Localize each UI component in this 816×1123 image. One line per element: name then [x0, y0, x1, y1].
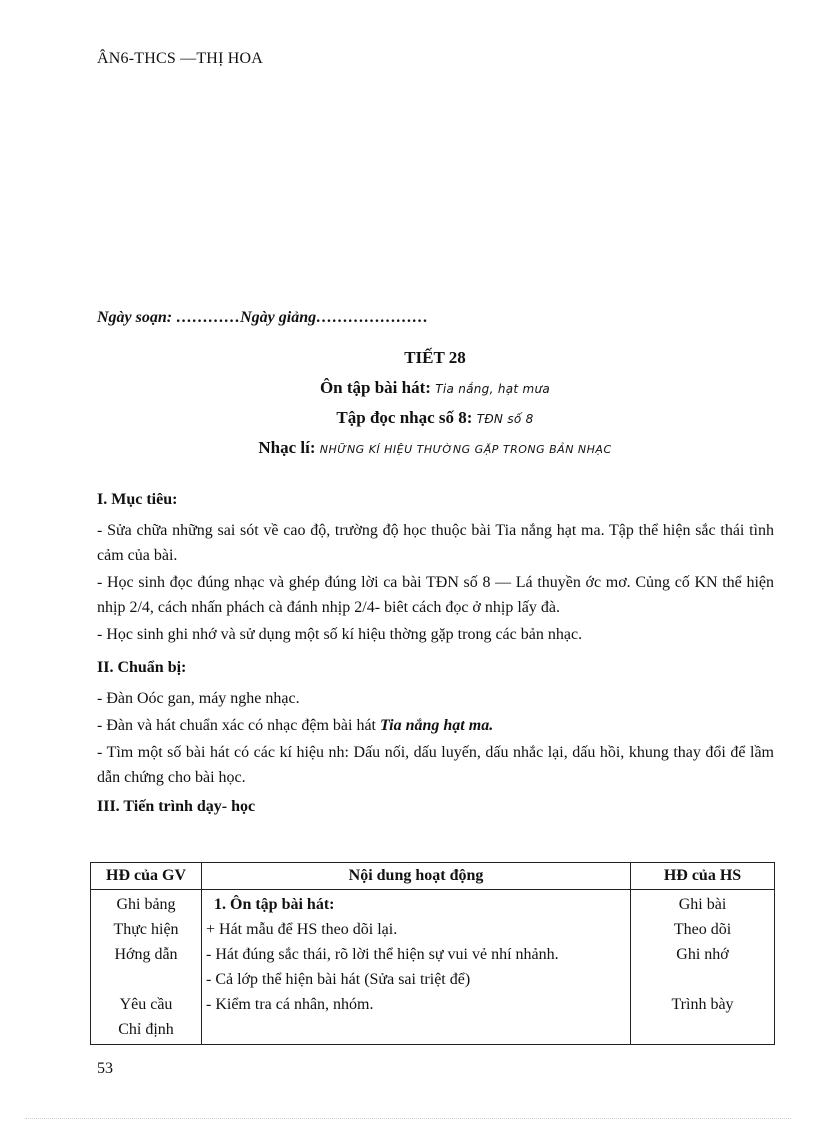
- page-bottom-divider: [25, 1118, 791, 1119]
- theory-line: [90, 433, 780, 463]
- tdn-name: TĐN số 8: [476, 412, 534, 426]
- gv-cell: [91, 890, 202, 1045]
- preparation-song-name: Tia nắng hạt ma.: [379, 717, 494, 734]
- gv-line: Hớng dẫn: [114, 946, 178, 963]
- header-gv: HĐ của GV: [91, 863, 202, 890]
- tdn-label: Tập đọc nhạc số 8:: [336, 408, 477, 427]
- table-header-row: [91, 863, 775, 890]
- objective-item: - Học sinh ghi nhớ và sử dụng một số kí hiệu thờng gặp trong các bản nhạc.: [97, 626, 583, 643]
- gv-line: Yêu cầu: [119, 996, 173, 1013]
- hs-line: Trình bày: [671, 996, 734, 1013]
- content-line: - Kiểm tra cá nhân, nhóm.: [206, 996, 374, 1013]
- gv-line: Thực hiện: [113, 921, 179, 938]
- hs-line: Ghi bài: [678, 896, 727, 913]
- header-hs: HĐ của HS: [631, 863, 775, 890]
- tdn-line: [90, 403, 780, 433]
- gv-line: [95, 967, 197, 992]
- theory-name: NHỮNG KÍ HIỆU THƯỜNG GẶP TRONG BẢN NHẠC: [319, 443, 612, 456]
- header-content: Nội dung hoạt động: [202, 863, 631, 890]
- lesson-content: [97, 491, 774, 825]
- hs-cell: [631, 890, 775, 1045]
- content-heading: 1. Ôn tập bài hát:: [214, 896, 335, 913]
- hs-line: Ghi nhớ: [676, 946, 729, 963]
- process-title: III. Tiến trình dạy- học: [97, 798, 256, 815]
- content-line: + Hát mẫu để HS theo dõi lại.: [206, 921, 398, 938]
- content-cell: [202, 890, 631, 1045]
- content-line: - Hát đúng sắc thái, rõ lời thể hiện sự vui vẻ nhí nhảnh.: [206, 946, 559, 963]
- lesson-dates: Ngày soạn: …………Ngày giảng…………………: [97, 309, 429, 326]
- gv-line: Ghi bảng: [116, 896, 176, 913]
- hs-line: [635, 967, 770, 992]
- preparation-item: - Tìm một số bài hát có các kí hiệu nh: Dấu nối, dấu luyến, dấu nhắc lại, dấu hồi, khung thay đổi để lầm dẫn chứng cho bài học.: [97, 744, 774, 786]
- page-header: ÂN6-THCS —THỊ HOA: [97, 50, 264, 67]
- preparation-item-prefix: - Đàn và hát chuẩn xác có nhạc đệm bài hát: [97, 717, 380, 734]
- preparation-title: II. Chuẩn bị:: [97, 659, 187, 676]
- lesson-titles: [90, 343, 780, 463]
- song-line: [90, 373, 780, 403]
- page-number: 53: [97, 1060, 113, 1077]
- content-line: - Cả lớp thể hiện bài hát (Sửa sai triệt để): [206, 971, 471, 988]
- song-name: Tia nắng, hạt mưa: [435, 382, 551, 396]
- table-row: [91, 890, 775, 1045]
- song-label: Ôn tập bài hát:: [319, 378, 436, 397]
- preparation-item: - Đàn Oóc gan, máy nghe nhạc.: [97, 690, 300, 707]
- objective-item: - Học sinh đọc đúng nhạc và ghép đúng lời ca bài TĐN số 8 — Lá thuyền ớc mơ. Củng cố KN thể hiện nhịp 2/4, cách nhấn phách cà đánh nhịp 2/4- biêt cách đọc ở nhịp lấy đà.: [97, 574, 774, 616]
- theory-label: Nhạc lí:: [258, 438, 320, 457]
- hs-line: Theo dõi: [673, 921, 732, 938]
- activity-table: [90, 862, 775, 1045]
- objectives-title: I. Mục tiêu:: [97, 491, 178, 508]
- gv-line: Chỉ định: [118, 1021, 174, 1038]
- lesson-title: TIẾT 28: [404, 348, 466, 367]
- objective-item: - Sửa chữa những sai sót về cao độ, trường độ học thuộc bài Tia nắng hạt ma. Tập thể hiện sắc thái tình cảm của bài.: [97, 522, 774, 564]
- preparation-item: [97, 713, 774, 738]
